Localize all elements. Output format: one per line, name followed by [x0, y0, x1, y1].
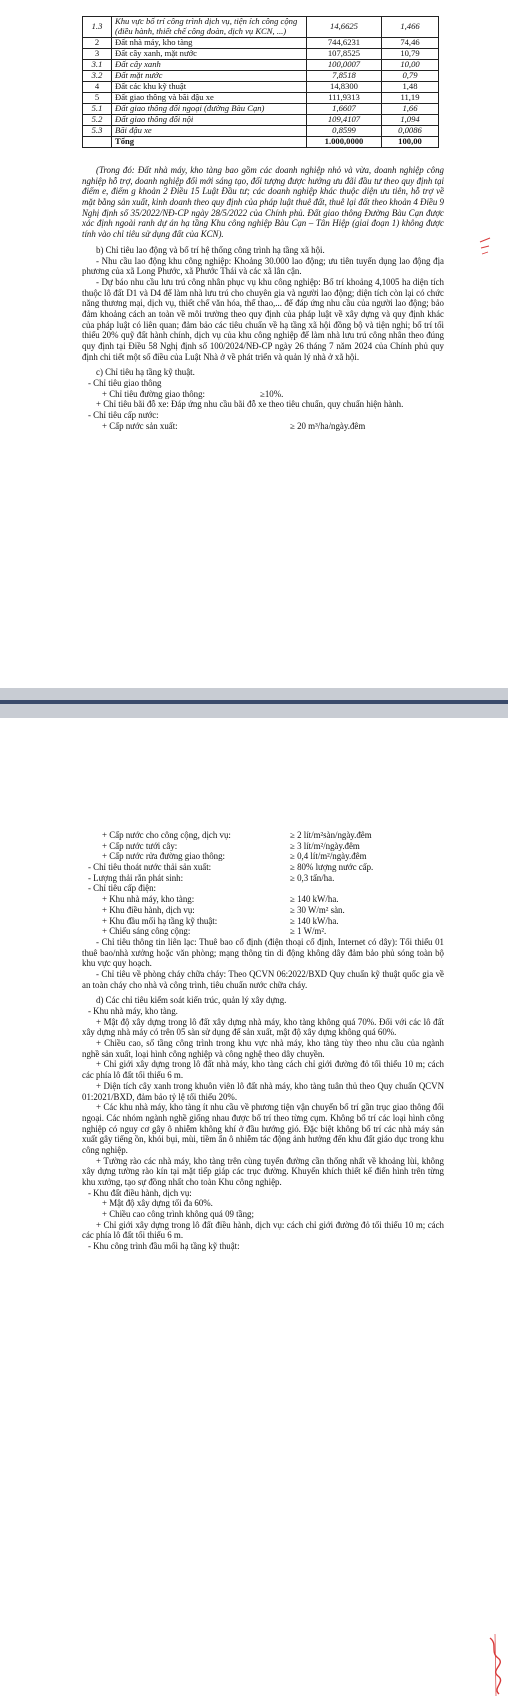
- row-name: Khu vực bố trí công trình dịch vụ, tiện ích công cộng (điều hành, thiết chế công đoàn, dịch vụ KCN, ...): [112, 17, 307, 38]
- spec-label: + Khu đầu mối hạ tầng kỹ thuật:: [102, 915, 218, 926]
- row-number: [83, 136, 112, 147]
- spec-row: [82, 830, 444, 841]
- row-number: 1.3: [83, 17, 112, 38]
- spec-value: ≥ 3 lít/m²/ngày.đêm: [290, 840, 360, 851]
- spec-value: ≥ 140 kW/ha.: [290, 915, 339, 926]
- row-number: 3.2: [83, 70, 112, 81]
- spec-list: [82, 830, 444, 937]
- row-area: 14,6625: [307, 17, 382, 38]
- telecom-rule: - Chỉ tiêu thông tin liên lạc: Thuê bao cố định (điện thoại cố định, Internet có dây): Tối thiểu 01 thuê bao/nhà xưởng hoặc văn phòng; mạng thông tin di động không dây đảm bảo phủ sóng toàn bộ khu vực quy hoạch.: [82, 936, 444, 969]
- row-percent: 1,094: [382, 114, 439, 125]
- water-production-row: [82, 421, 444, 432]
- table-row: [83, 114, 439, 125]
- section-b-labor: - Nhu cầu lao động khu công nghiệp: Khoảng 30.000 lao động; ưu tiên tuyển dụng lao động địa phương của xã Long Phước, xã Phước Thái và các xã lân cận.: [82, 255, 444, 277]
- spec-label: + Cấp nước tưới cây:: [102, 840, 178, 851]
- page2-body: [82, 830, 444, 1252]
- table-row: [83, 17, 439, 38]
- land-note: (Trong đó: Đất nhà máy, kho tàng bao gồm các doanh nghiệp nhỏ và vừa, doanh nghiệp công nghiệp hỗ trợ, doanh nghiệp đổi mới sáng tạo, đối tượng được hưởng ưu đãi đầu tư theo quy định tại điểm e, điểm g khoản 2 Điều 15 Luật Đầu tư; các doanh nghiệp khác thuộc diện ưu tiên, hỗ trợ về mặt bằng sản xuất, kinh doanh theo quy định của pháp luật thuê đất, thuê lại đất theo khoản 4 Điều 9 Nghị định số 35/2022/NĐ-CP ngày 28/5/2022 của Chính phủ. Đất giao thông Đường Bàu Cạn được xác định ngoài ranh dự án hạ tầng Khu công nghiệp Bàu Cạn – Tân Hiệp (giai đoạn 1) không được tính vào chỉ tiêu sử dụng đất của KCN).: [82, 165, 444, 240]
- admin-height: + Chiều cao công trình không quá 09 tầng;: [102, 1209, 254, 1220]
- factory-zone-heading: - Khu nhà máy, kho tàng.: [88, 1006, 178, 1016]
- table-row: [83, 70, 439, 81]
- spec-row: [82, 862, 444, 873]
- section-d-title: d) Các chỉ tiêu kiểm soát kiến trúc, quản lý xây dựng.: [96, 995, 287, 1006]
- row-number: 5: [83, 92, 112, 103]
- red-stamp-mark-icon: [478, 232, 492, 268]
- row-name: Đất giao thông và bãi đậu xe: [112, 92, 307, 103]
- row-name: Tổng: [112, 136, 307, 147]
- row-number: 3.1: [83, 59, 112, 70]
- table-row: [83, 81, 439, 92]
- document-page-2: [0, 718, 508, 1354]
- admin-setback: + Chỉ giới xây dựng trong lô đất điều hành, dịch vụ: cách chỉ giới đường đỏ tối thiểu 10 m; cách các phía lô đất tối thiểu 6 m.: [82, 1219, 444, 1241]
- row-area: 7,8518: [307, 70, 382, 81]
- spec-label: + Chiếu sáng công cộng:: [102, 926, 191, 937]
- row-number: 2: [83, 37, 112, 48]
- factory-density: + Mật độ xây dựng trong lô đất xây dựng nhà máy, kho tàng không quá 70%. Đối với các lô đất xây dựng nhà máy có trên 05 sàn sử dụng để sản xuất, mật độ xây dựng không quá 60%.: [82, 1016, 444, 1038]
- row-area: 107,8525: [307, 48, 382, 59]
- spec-label: - Chỉ tiêu thoát nước thải sản xuất:: [88, 862, 212, 873]
- red-signature-stamp-icon: [486, 1630, 504, 1700]
- row-name: Đất giao thông đối nội: [112, 114, 307, 125]
- page1-body: [82, 165, 444, 432]
- spec-row: [82, 926, 444, 937]
- parking-rule: + Chỉ tiêu bãi đỗ xe: Đáp ứng nhu cầu bãi đỗ xe theo tiêu chuẩn, quy chuẩn hiện hành.: [96, 399, 404, 410]
- spec-row: [82, 905, 444, 916]
- road-ratio-row: [82, 389, 444, 400]
- table-row: [83, 48, 439, 59]
- spec-value: ≥ 140 kW/ha.: [290, 894, 339, 905]
- row-percent: 10,79: [382, 48, 439, 59]
- spec-row: [82, 851, 444, 862]
- land-use-table: [82, 16, 439, 148]
- row-percent: 100,00: [382, 136, 439, 147]
- row-percent: 10,00: [382, 59, 439, 70]
- water-production-label: + Cấp nước sản xuất:: [102, 420, 178, 431]
- page-separator: [0, 688, 508, 718]
- table-row: [83, 59, 439, 70]
- row-name: Đất giao thông đối ngoại (đường Bàu Cạn): [112, 103, 307, 114]
- spec-row: [82, 883, 444, 894]
- row-percent: 11,19: [382, 92, 439, 103]
- factory-fence: + Tường rào các nhà máy, kho tàng trên cùng tuyến đường cần thống nhất về khoảng lùi, không xây dựng tường rào kín tại mặt tiếp giáp các trục đường. Khuyến khích thiết kế điển hình trên từng khu xưởng, tạo sự đồng nhất cho toàn Khu công nghiệp.: [82, 1155, 444, 1187]
- row-percent: 74,46: [382, 37, 439, 48]
- traffic-heading: - Chỉ tiêu giao thông: [88, 378, 162, 389]
- table-row: [83, 136, 439, 147]
- table-row: [83, 103, 439, 114]
- table-row: [83, 92, 439, 103]
- row-area: 109,4107: [307, 114, 382, 125]
- row-percent: 0,79: [382, 70, 439, 81]
- spec-value: ≥ 1 W/m².: [290, 926, 327, 937]
- row-area: 1,6607: [307, 103, 382, 114]
- row-name: Đất cây xanh, mặt nước: [112, 48, 307, 59]
- section-b-housing: - Dự báo nhu cầu lưu trú công nhân phục vụ khu công nghiệp: Bố trí khoảng 4,1005 ha diện tích thuộc lô đất D1 và D4 để làm nhà lưu trú cho chuyên gia và người lao động; diện tích còn lại có chức năng thương mại, dịch vụ, thiết chế văn hóa, thể thao,... để đáp ứng nhu cầu của người lao động; bảo đảm khoảng cách an toàn về môi trường theo quy định của pháp luật về xây dựng và quy định khác của pháp luật có liên quan; đảm bảo các tiêu chuẩn về hạ tầng xã hội đồng bộ và tiện nghi; bố trí tối thiểu 20% quỹ đất hành chính, dịch vụ của khu công nghiệp để làm nhà lưu trú công nhân theo đúng quy định tại Điều 58 Nghị định số 100/2024/NĐ-CP ngày 26 tháng 7 năm 2024 của Chính phủ quy định chi tiết một số điều của Luật Nhà ở về phát triển và quản lý nhà ở xã hội.: [82, 276, 444, 362]
- spec-label: - Chỉ tiêu cấp điện:: [88, 883, 157, 894]
- row-number: 5.1: [83, 103, 112, 114]
- admin-zone-heading: - Khu đất điều hành, dịch vụ:: [88, 1187, 192, 1198]
- row-name: Đất mặt nước: [112, 70, 307, 81]
- row-number: 5.2: [83, 114, 112, 125]
- section-b-title: b) Chỉ tiêu lao động và bố trí hệ thống công trình hạ tầng xã hội.: [96, 244, 325, 255]
- row-area: 14,8300: [307, 81, 382, 92]
- infrastructure-zone-heading: - Khu công trình đầu mối hạ tầng kỹ thuật:: [88, 1241, 240, 1252]
- spec-label: - Lượng thải rắn phát sinh:: [88, 872, 184, 883]
- spec-value: ≥ 80% lượng nước cấp.: [290, 862, 374, 873]
- row-percent: 1,66: [382, 103, 439, 114]
- document-page-1: [0, 0, 508, 688]
- spec-row: [82, 894, 444, 905]
- spec-label: + Cấp nước cho công cộng, dịch vụ:: [102, 830, 231, 840]
- spec-value: ≥ 30 W/m² sàn.: [290, 904, 345, 915]
- section-c-title: c) Chỉ tiêu hạ tầng kỹ thuật.: [96, 367, 195, 378]
- road-ratio-label: + Chỉ tiêu đường giao thông:: [102, 388, 206, 399]
- factory-layout: + Các khu nhà máy, kho tàng ít nhu cầu về phương tiện vận chuyển bố trí gần trục giao thông đối ngoại. Các nhóm ngành nghề giống nhau được bố trí theo từng cụm. Không bố trí các loại hình công nghiệp có nguy cơ gây ô nhiễm không khí ở đầu hướng gió. Đặc biệt không bố trí các nhà máy sản xuất gây tiếng ồn, khói bụi, mùi, tiềm ẩn ô nhiễm tác động ảnh hưởng đến khu đất giáo dục trong khu công nghiệp.: [82, 1102, 444, 1155]
- row-area: 744,6231: [307, 37, 382, 48]
- spec-row: [82, 841, 444, 852]
- row-number: 3: [83, 48, 112, 59]
- row-name: Bãi đậu xe: [112, 125, 307, 136]
- row-percent: 0,0086: [382, 125, 439, 136]
- row-name: Đất nhà máy, kho tàng: [112, 37, 307, 48]
- factory-height: + Chiều cao, số tầng công trình trong khu vực nhà máy, kho tàng tùy theo nhu cầu của ngành nghề sản xuất, loại hình công nghiệp và công nghệ theo dây chuyền.: [82, 1038, 444, 1059]
- factory-setback: + Chỉ giới xây dựng trong lô đất nhà máy, kho tàng cách chỉ giới đường đỏ tối thiểu 10 m; cách các phía lô đất tối thiểu 6 m.: [82, 1059, 444, 1081]
- factory-greenery: + Diện tích cây xanh trong khuôn viên lô đất nhà máy, kho tàng tuân thủ theo Quy chuẩn QCVN 01:2021/BXD, đảm bảo tỷ lệ tối thiểu 20%.: [82, 1080, 444, 1102]
- row-percent: 1,466: [382, 17, 439, 38]
- row-area: 1.000,0000: [307, 136, 382, 147]
- road-ratio-value: ≥10%.: [260, 388, 284, 399]
- row-percent: 1,48: [382, 81, 439, 92]
- row-name: Đất các khu kỹ thuật: [112, 81, 307, 92]
- spec-label: + Cấp nước rửa đường giao thông:: [102, 851, 225, 862]
- row-area: 100,0007: [307, 59, 382, 70]
- row-area: 111,9313: [307, 92, 382, 103]
- table-row: [83, 37, 439, 48]
- spec-value: ≥ 2 lít/m²sàn/ngày.đêm: [290, 830, 372, 840]
- row-number: 4: [83, 81, 112, 92]
- spec-value: ≥ 0,4 lít/m²/ngày.đêm: [290, 851, 367, 862]
- row-area: 0,8599: [307, 125, 382, 136]
- table-row: [83, 125, 439, 136]
- spec-label: + Khu nhà máy, kho tàng:: [102, 894, 195, 905]
- admin-density: + Mật độ xây dựng tối đa 60%.: [102, 1198, 213, 1209]
- row-name: Đất cây xanh: [112, 59, 307, 70]
- row-number: 5.3: [83, 125, 112, 136]
- spec-label: + Khu điều hành, dịch vụ:: [102, 904, 195, 915]
- spec-row: [82, 873, 444, 884]
- water-heading: - Chỉ tiêu cấp nước:: [88, 410, 159, 421]
- spec-value: ≥ 0,3 tấn/ha.: [290, 872, 335, 883]
- water-production-value: ≥ 20 m³/ha/ngày.đêm: [290, 420, 366, 431]
- fire-rule: - Chỉ tiêu về phòng cháy chữa cháy: Theo QCVN 06:2022/BXD Quy chuẩn kỹ thuật quốc gia về an toàn cháy cho nhà và công trình, tiêu chuẩn nước chữa cháy.: [82, 968, 444, 990]
- spec-row: [82, 916, 444, 927]
